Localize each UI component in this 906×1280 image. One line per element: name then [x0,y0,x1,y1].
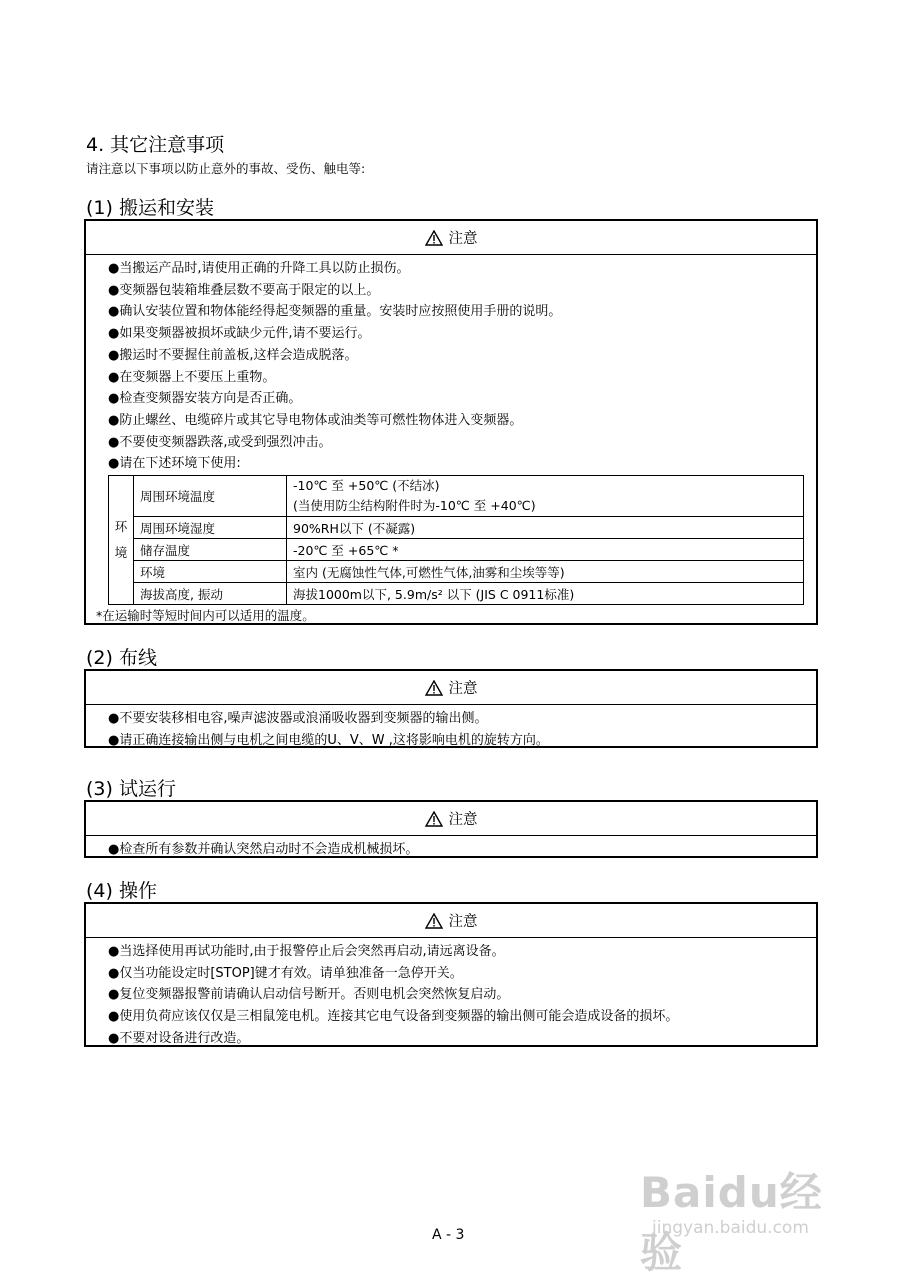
side-char: 境 [114,545,128,561]
table-cell-value [287,476,804,517]
caution-body [86,255,816,627]
warning-triangle-icon [425,680,443,696]
table-cell-key: 周围环境湿度 [134,517,287,539]
warning-triangle-icon [425,230,443,246]
list-item: ●当选择使用再试功能时,由于报警停止后会突然再启动,请远离设备。 [108,944,505,959]
list-item: ●请在下述环境下使用: [108,456,241,472]
caution-box-trial-run [84,800,818,858]
watermark-logo: Baidu经验 [640,1168,823,1277]
list-item: ●在变频器上不要压上重物。 [108,369,276,385]
list-item: ●复位变频器报警前请确认启动信号断开。否则电机会突然恢复启动。 [108,987,510,1003]
list-item: ●不要安装移相电容,噪声滤波器或浪涌吸收器到变频器的输出侧。 [108,711,488,726]
table-cell-key: 海拔高度, 振动 [134,583,287,605]
table-row [109,539,804,561]
value-line: -10℃ 至 +50℃ (不结冰) [293,478,440,494]
table-row [109,476,804,517]
list-item: ●检查变频器安装方向是否正确。 [108,391,302,407]
caution-header [86,221,816,255]
environment-table [108,475,804,605]
section-title-wiring: (2) 布线 [86,647,157,669]
caution-box-wiring [84,669,818,748]
table-cell-value: 室内 (无腐蚀性气体,可燃性气体,油雾和尘埃等等) [287,561,804,583]
value-line: (当使用防尘结构附件时为-10℃ 至 +40℃) [293,498,536,514]
caution-label: 注意 [448,812,478,828]
caution-body [86,836,816,861]
list-item: ●防止螺丝、电缆碎片或其它导电物体或油类等可燃性物体进入变频器。 [108,412,523,428]
page-heading: 4. 其它注意事项 [86,134,225,156]
list-item: ●仅当功能设定时[STOP]键才有效。请单独准备一急停开关。 [108,965,463,981]
environment-side-label [109,476,134,605]
table-cell-value: -20℃ 至 +65℃ * [287,539,804,561]
table-cell-key: 环境 [134,561,287,583]
list-item: ●当搬运产品时,请使用正确的升降工具以防止损伤。 [108,261,410,276]
section-title-operation: (4) 操作 [86,880,157,902]
list-item: ●搬运时不要握住前盖板,这样会造成脱落。 [108,347,358,363]
caution-box-operation [84,902,818,1047]
list-item: ●变频器包装箱堆叠层数不要高于限定的以上。 [108,282,380,298]
list-item: ●使用负荷应该仅仅是三相鼠笼电机。连接其它电气设备到变频器的输出侧可能会造成设备的损坏。 [108,1009,679,1025]
side-char: 环 [114,519,128,535]
caution-body [86,938,816,1050]
table-row [109,561,804,583]
list-item: ●确认安装位置和物体能经得起变频器的重量。安装时应按照使用手册的说明。 [108,304,562,320]
section-title-transport: (1) 搬运和安装 [86,197,214,219]
list-item: ●请正确连接输出侧与电机之间电缆的U、V、W ,这将影响电机的旋转方向。 [108,732,549,748]
caution-label: 注意 [448,914,478,930]
caution-box-transport [84,219,818,625]
list-item: ●检查所有参数并确认突然启动时不会造成机械损坏。 [108,842,419,857]
table-cell-key: 储存温度 [134,539,287,561]
caution-header [86,904,816,938]
caution-label: 注意 [448,231,478,247]
table-cell-key: 周围环境温度 [134,476,287,517]
footnote: *在运输时等短时间内可以适用的温度。 [96,608,315,624]
baidu-watermark [640,1140,860,1277]
intro-text: 请注意以下事项以防止意外的事故、受伤、触电等: [86,161,366,176]
caution-body [86,705,816,751]
page-number: A - 3 [432,1227,465,1243]
section-title-trial-run: (3) 试运行 [86,778,176,800]
caution-header [86,802,816,836]
table-row [109,517,804,539]
list-item: ●不要使变频器跌落,或受到强烈冲击。 [108,434,332,450]
warning-triangle-icon [425,811,443,827]
list-item: ●不要对设备进行改造。 [108,1030,250,1046]
caution-label: 注意 [448,681,478,697]
table-cell-value: 海拔1000m以下, 5.9m/s² 以下 (JIS C 0911标准) [287,583,804,605]
table-row [109,583,804,605]
caution-header [86,671,816,705]
list-item: ●如果变频器被损坏或缺少元件,请不要运行。 [108,326,371,342]
warning-triangle-icon [425,913,443,929]
watermark-url: jingyan.baidu.com [652,1218,809,1238]
table-cell-value: 90%RH以下 (不凝露) [287,517,804,539]
